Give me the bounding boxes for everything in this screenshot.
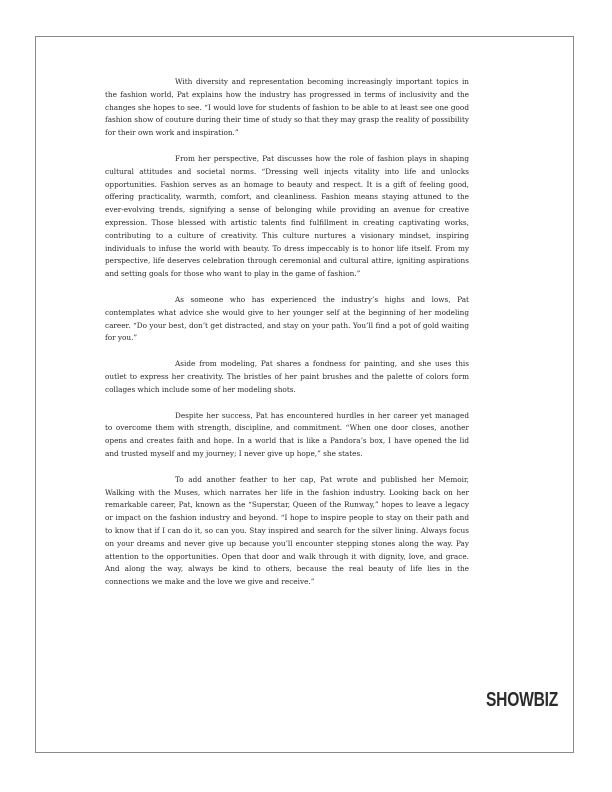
- paragraph: To add another feather to her cap, Pat wrote and published her Memoir, Walking with the Muses, which narrates her life in the fashion industry. Looking back on her remarkable career, Pat, known as the “Superstar, Queen of the Runway,” hopes to leave a legacy or impact on the fashion industry and beyond. “I hope to inspire people to stay on their path and to know that if I can do it, so can you. Stay inspired and search for the silver lining. Always focus on your dreams and never give up because you’ll encounter stepping stones along the way. Pay attention to the opportunities. Open that door and walk through it with dignity, love, and grace. And along the way, always be kind to others, because the real beauty of life lies in the connections we make and the love we give and receive.”: [105, 474, 469, 587]
- paragraph: Aside from modeling, Pat shares a fondness for painting, and she uses this outlet to express her creativity. The bristles of her paint brushes and the palette of colors form collages which include some of her modeling shots.: [105, 359, 469, 394]
- brand-logo: SHOWBIZ: [486, 689, 559, 711]
- paragraph: As someone who has experienced the industry’s highs and lows, Pat contemplates what advice she would give to her younger self at the beginning of her modeling career. “Do your best, don’t get distracted, and stay on your path. You’ll find a pot of gold waiting for you.”: [105, 294, 469, 343]
- paragraph: From her perspective, Pat discusses how the role of fashion plays in shaping cultural attitudes and societal norms. “Dressing well injects vitality into life and unlocks opportunities. Fashion serves as an homage to beauty and respect. It is a gift of feeling good, offering practicality, warmth, comfort, and cleanliness. Fashion means staying attuned to the ever-evolving trends, signifying a sense of belonging while providing an avenue for creative expression. Those blessed with artistic talents find fulfillment in creating captivating works, contributing to a culture of creativity. This culture nurtures a visionary mindset, inspiring individuals to infuse the world with beauty. To dress impeccably is to honor life itself. From my perspective, life deserves celebration through ceremonial and cultural attire, igniting aspirations and setting goals for those who want to play in the game of fashion.”: [105, 153, 469, 279]
- paragraph: With diversity and representation becoming increasingly important topics in the fashion world, Pat explains how the industry has progressed in terms of inclusivity and the changes she hopes to see. “I would love for students of fashion to be able to at least see one good fashion show of couture during their time of study so that they may grasp the reality of possibility for their own work and inspiration.”: [105, 77, 469, 138]
- paragraph: Despite her success, Pat has encountered hurdles in her career yet managed to overcome them with strength, discipline, and commitment. “When one door closes, another opens and creates faith and hope. In a world that is like a Pandora’s box, I have opened the lid and trusted myself and my journey; I never give up hope,” she states.: [105, 410, 469, 458]
- article-body: [105, 76, 469, 602]
